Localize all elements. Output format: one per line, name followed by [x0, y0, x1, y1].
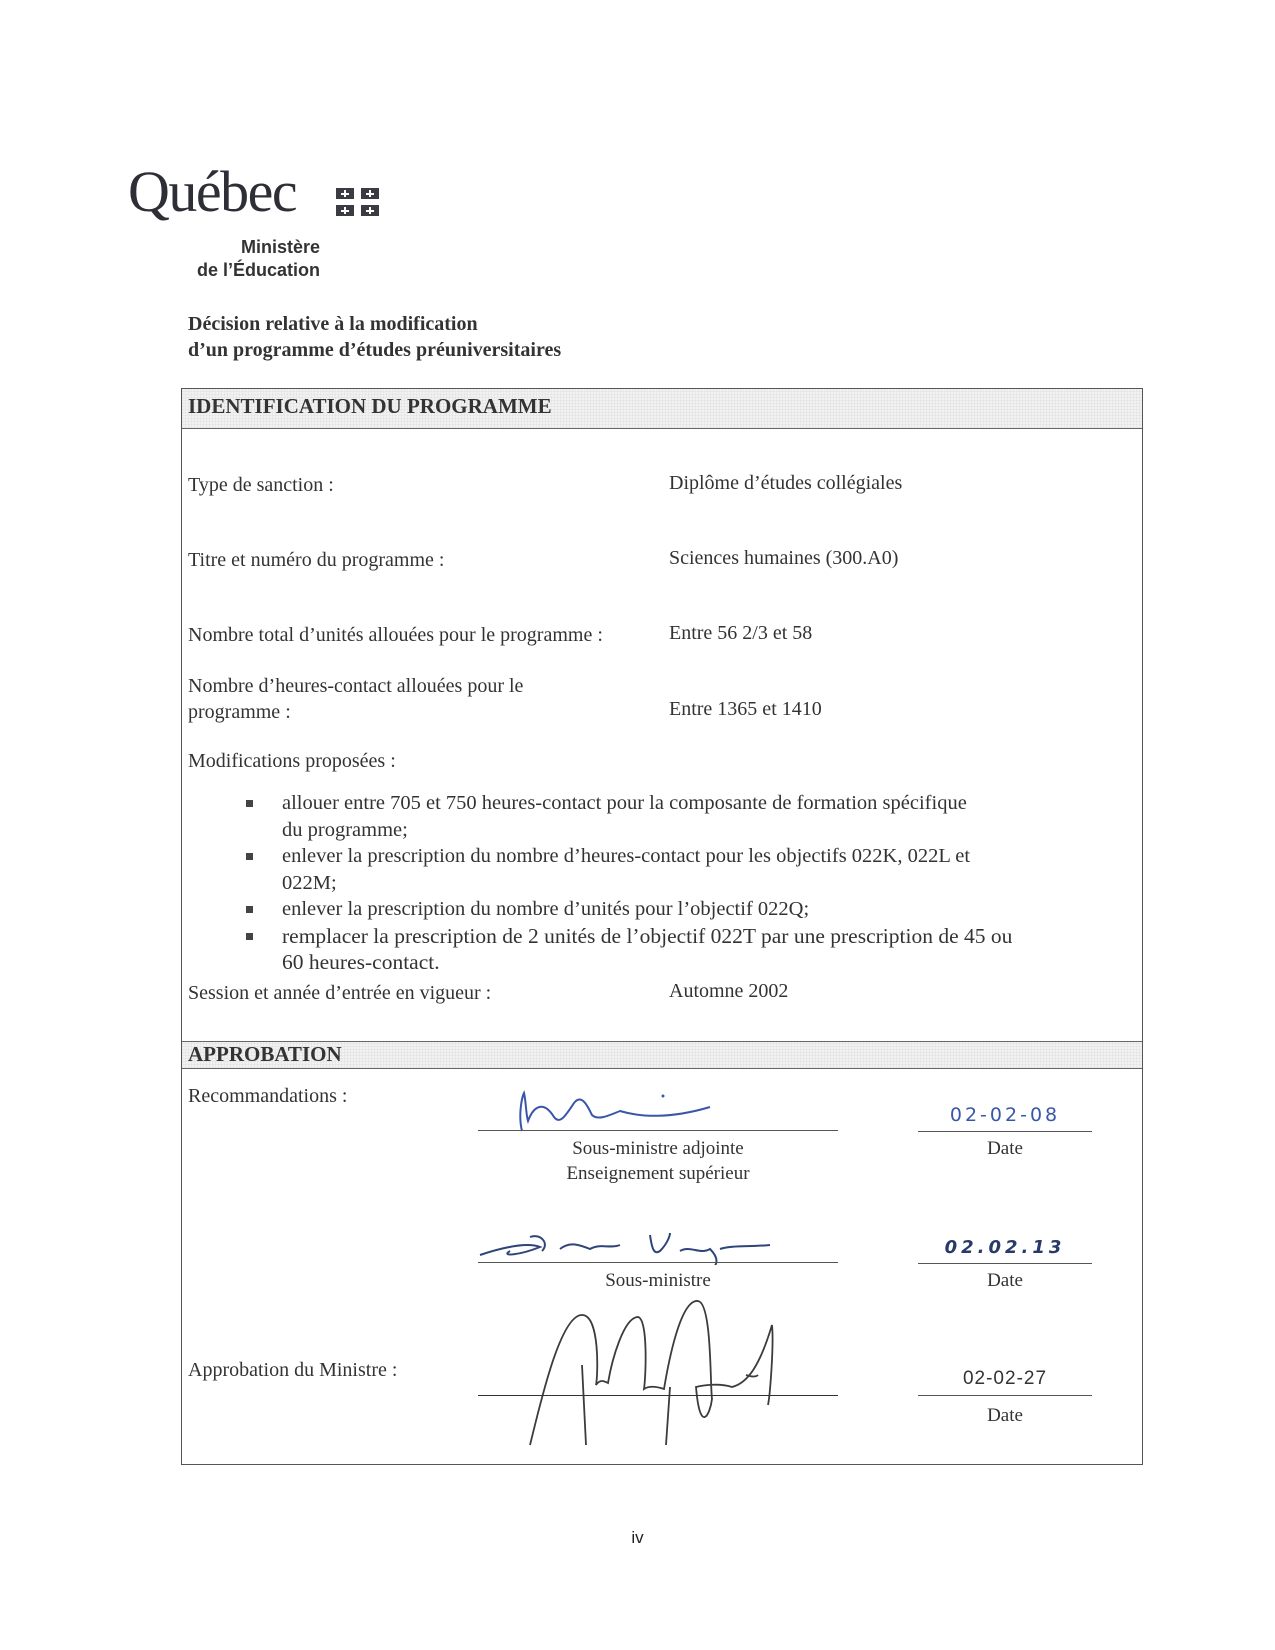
modification-item [238, 896, 1118, 923]
identification-heading: IDENTIFICATION DU PROGRAMME [188, 394, 552, 418]
modification-text: allouer entre 705 et 750 heures-contact pour la composante de formation spécifique [282, 792, 967, 814]
modification-text: enlever la prescription du nombre d’heures-contact pour les objectifs 022K, 022L et [282, 845, 971, 867]
signature-sous-ministre [470, 1215, 790, 1265]
session-value: Automne 2002 [669, 980, 789, 1002]
modifications-label: Modifications proposées : [188, 750, 396, 772]
ministry-name [150, 236, 320, 282]
document-title-line-2: d’un programme d’études préuniversitaires [188, 339, 562, 361]
modification-text-cont: 60 heures-contact. [282, 950, 440, 974]
ministre-date-label: Date [987, 1405, 1023, 1426]
heures-contact-value: Entre 1365 et 1410 [669, 698, 822, 720]
square-bullet-icon [246, 800, 253, 807]
modification-text-cont: 022M; [282, 871, 337, 894]
signature-2-role: Sous-ministre [605, 1270, 711, 1291]
ministry-line-1: Ministère [240, 237, 320, 257]
unites-label: Nombre total d’unités allouées pour le programme : [188, 624, 603, 646]
modifications-list [238, 790, 1118, 976]
quebec-flag-icon [336, 188, 380, 216]
titre-programme-value: Sciences humaines (300.A0) [669, 547, 899, 569]
date-line-2 [918, 1263, 1092, 1264]
signature-line-2 [478, 1262, 838, 1263]
signature-1-role [478, 1136, 838, 1186]
modification-item [238, 923, 1118, 976]
ministry-line-2: de l’Éducation [196, 260, 320, 280]
type-sanction-label: Type de sanction : [188, 474, 334, 496]
signature-1-role-line-2: Enseignement supérieur [566, 1163, 750, 1184]
document-title [188, 311, 561, 363]
ministre-label: Approbation du Ministre : [188, 1359, 398, 1381]
recommandations-label: Recommandations : [188, 1085, 348, 1107]
signature-ministre [520, 1295, 870, 1460]
ministre-date: 02-02-27 [962, 1368, 1048, 1389]
modification-item [238, 790, 1118, 843]
signature-line-1 [478, 1130, 838, 1131]
signature-sous-ministre-adjointe [500, 1085, 720, 1135]
signature-1-role-line-1: Sous-ministre adjointe [572, 1138, 744, 1159]
modification-text-cont: du programme; [282, 818, 408, 841]
signature-1-date: 02-02-08 [949, 1104, 1061, 1126]
titre-programme-label: Titre et numéro du programme : [188, 549, 445, 571]
square-bullet-icon [246, 933, 253, 940]
document-title-line-1: Décision relative à la modification [188, 313, 478, 335]
heures-contact-label-line-1: Nombre d’heures-contact allouées pour le [188, 675, 524, 697]
square-bullet-icon [246, 853, 253, 860]
signature-1-date-label: Date [987, 1138, 1023, 1159]
signature-line-ministre [478, 1395, 838, 1396]
type-sanction-value: Diplôme d’études collégiales [669, 472, 903, 494]
page-number: iv [631, 1528, 644, 1547]
signature-2-date: 02.02.13 [944, 1237, 1066, 1258]
approbation-heading: APPROBATION [188, 1042, 342, 1066]
modification-text: enlever la prescription du nombre d’unités pour l’objectif 022Q; [282, 898, 810, 920]
quebec-logo-text: Québec [128, 159, 297, 224]
modification-text: remplacer la prescription de 2 unités de l’objectif 022T par une prescription de 45 ou [282, 923, 1013, 948]
signature-2-date-label: Date [987, 1270, 1023, 1291]
heures-contact-label [188, 673, 523, 725]
heures-contact-label-line-2: programme : [188, 701, 291, 723]
session-label: Session et année d’entrée en vigueur : [188, 982, 492, 1004]
date-line-ministre [918, 1395, 1092, 1396]
square-bullet-icon [246, 906, 253, 913]
date-line-1 [918, 1131, 1092, 1132]
modification-item [238, 843, 1118, 896]
unites-value: Entre 56 2/3 et 58 [669, 622, 813, 644]
